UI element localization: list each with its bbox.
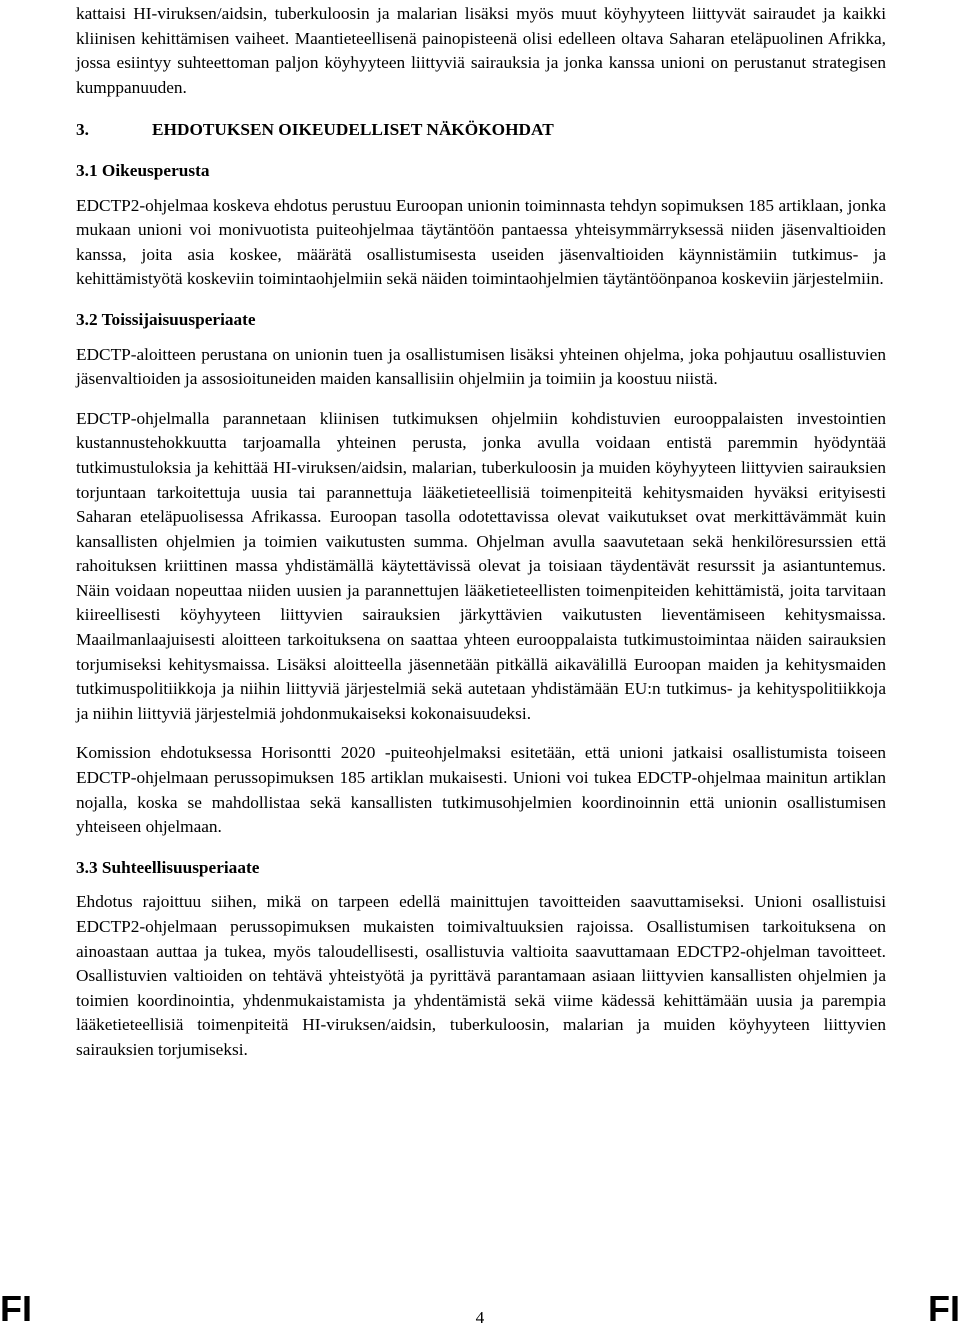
intro-paragraph: kattaisi HI-viruksen/aidsin, tuberkuloosin ja malarian lisäksi myös muut köyhyyteen liittyvät sairaudet ja kaikki kliinisen kehittämisen vaiheet. Maantieteellisenä painopisteenä olisi edelleen oltava Saharan eteläpuolinen Afrikka, jossa esiintyy suhteettoman paljon köyhyyteen liittyviä sairauksia ja jonka kanssa unioni on perustanut strategisen kumppanuuden. [76, 4, 886, 97]
section-3-1-paragraph: EDCTP2-ohjelmaa koskeva ehdotus perustuu Euroopan unionin toiminnasta tehdyn sopimuksen 185 artiklaan, jonka mukaan unioni voi monivuotista puiteohjelmaa täytäntöön pantaessa yhteisymmärryksessä niiden jäsenvaltioiden kanssa, joita asia koskee, määrätä osallistumisesta useiden jäsenvaltioiden käynnistämiin tutkimus- ja kehittämistyötä koskeviin toimintaohjelmiin sekä näiden toimintaohjelmien täytäntöönpanoa koskeviin järjestelmiin. [76, 195, 886, 289]
section-3-3-paragraph: Ehdotus rajoittuu siihen, mikä on tarpeen edellä mainittujen tavoitteiden saavuttamiseksi. Unioni osallistuisi EDCTP2-ohjelmaan perussopimuksen mukaisten toimivaltuuksien rajoissa. Osallistumisen tarkoituksena on ainoastaan auttaa ja tukea, myös taloudellisesti, osallistuvia valtioita saavuttamaan EDCTP2-ohjelman tavoitteet. Osallistuvien valtioiden on tehtävä yhteistyötä ja pyrittävä parantamaan asiaan liittyvien kansallisten ohjelmien ja toimien koordinointia, yhdenmukaistamista ja yhdentämistä sekä viime kädessä kehittämään uusia ja parempia lääketieteellisiä toimenpiteitä HI-viruksen/aidsin, tuberkuloosin, malarian ja muiden köyhyyteen liittyvien sairauksien torjumiseksi. [76, 892, 886, 1059]
section-3-2-paragraph-2: EDCTP-ohjelmalla parannetaan kliinisen tutkimuksen ohjelmiin kohdistuvien eurooppalaisten investointien kustannustehokkuutta tarjoamalla yhteinen perusta, jonka avulla voidaan entistä paremmin hyödyntää tutkimustuloksia ja kehittää HI-viruksen/aidsin, malarian, tuberkuloosin ja muiden köyhyyteen liittyvien sairauksien torjuntaan tarkoitettuja uusia tai parannettuja lääketieteellisiä toimenpiteitä kehitysmaiden hyväksi erityisesti Saharan eteläpuolisessa Afrikassa. Euroopan tasolla odotettavissa olevat vaikutukset ovat merkittävämmät kuin kansallisten ohjelmien ja toimien vaikutusten summa. Ohjelman avulla saavutetaan sekä henkilöresurssien että rahoituksen kriittinen massa yhdistämällä käytettävissä olevat ja toisiaan täydentävät resurssit ja asiantuntemus. Näin voidaan nopeuttaa niiden uusien ja parannettujen lääketieteellisten toimenpiteiden kehittämistä, joita tarvitaan kiireellisesti köyhyyteen liittyvien sairauksien järkyttävien vaikutusten lieventämiseen kehitysmaissa. Maailmanlaajuisesti aloitteen tarkoituksena on saattaa yhteen eurooppalaista tutkimustoimintaa näiden sairauksien torjumiseksi kehitysmaissa. Lisäksi aloitteella jäsennetään pitkällä aikavälillä Euroopan maiden ja kehitysmaiden tutkimuspolitiikkoja ja niihin liittyviä järjestelmiä sekä autetaan yhdistämään EU:n tutkimus- ja kehityspolitiikkoja ja niihin liittyviä järjestelmiä johdonmukaiseksi kokonaisuudeksi. [76, 408, 886, 723]
footer-language-left: FI [0, 1288, 32, 1329]
page-number: 4 [475, 1308, 485, 1327]
section-3-2-paragraph-1: EDCTP-aloitteen perustana on unionin tuen ja osallistumisen lisäksi yhteinen ohjelma, joka pohjautuu osallistuvien jäsenvaltioiden ja assosioituneiden maiden kansallisiin ohjelmiin ja toimiin ja koostuu niistä. [76, 344, 886, 389]
section-3-1-heading: 3.1 Oikeusperusta [76, 160, 210, 180]
section-3-3-heading: 3.3 Suhteellisuusperiaate [76, 857, 260, 877]
section-3-title: EHDOTUKSEN OIKEUDELLISET NÄKÖKOHDAT [152, 120, 554, 140]
section-3-2-heading: 3.2 Toissijaisuusperiaate [76, 309, 256, 329]
section-3-number: 3. [76, 120, 89, 140]
footer-language-right: FI [928, 1288, 960, 1329]
section-3-2-paragraph-3: Komission ehdotuksessa Horisontti 2020 -puiteohjelmaksi esitetään, että unioni jatkaisi osallistumista toiseen EDCTP-ohjelmaan perussopimuksen 185 artiklan mukaisesti. Unioni voi tukea EDCTP-ohjelmaa mainitun artiklan nojalla, koska se mahdollistaa sekä kansallisten tutkimusohjelmien koordinoinnin että unionin osallistumisen yhteiseen ohjelmaan. [76, 743, 886, 837]
document-page [76, 0, 886, 1063]
section-3-heading [76, 118, 886, 143]
